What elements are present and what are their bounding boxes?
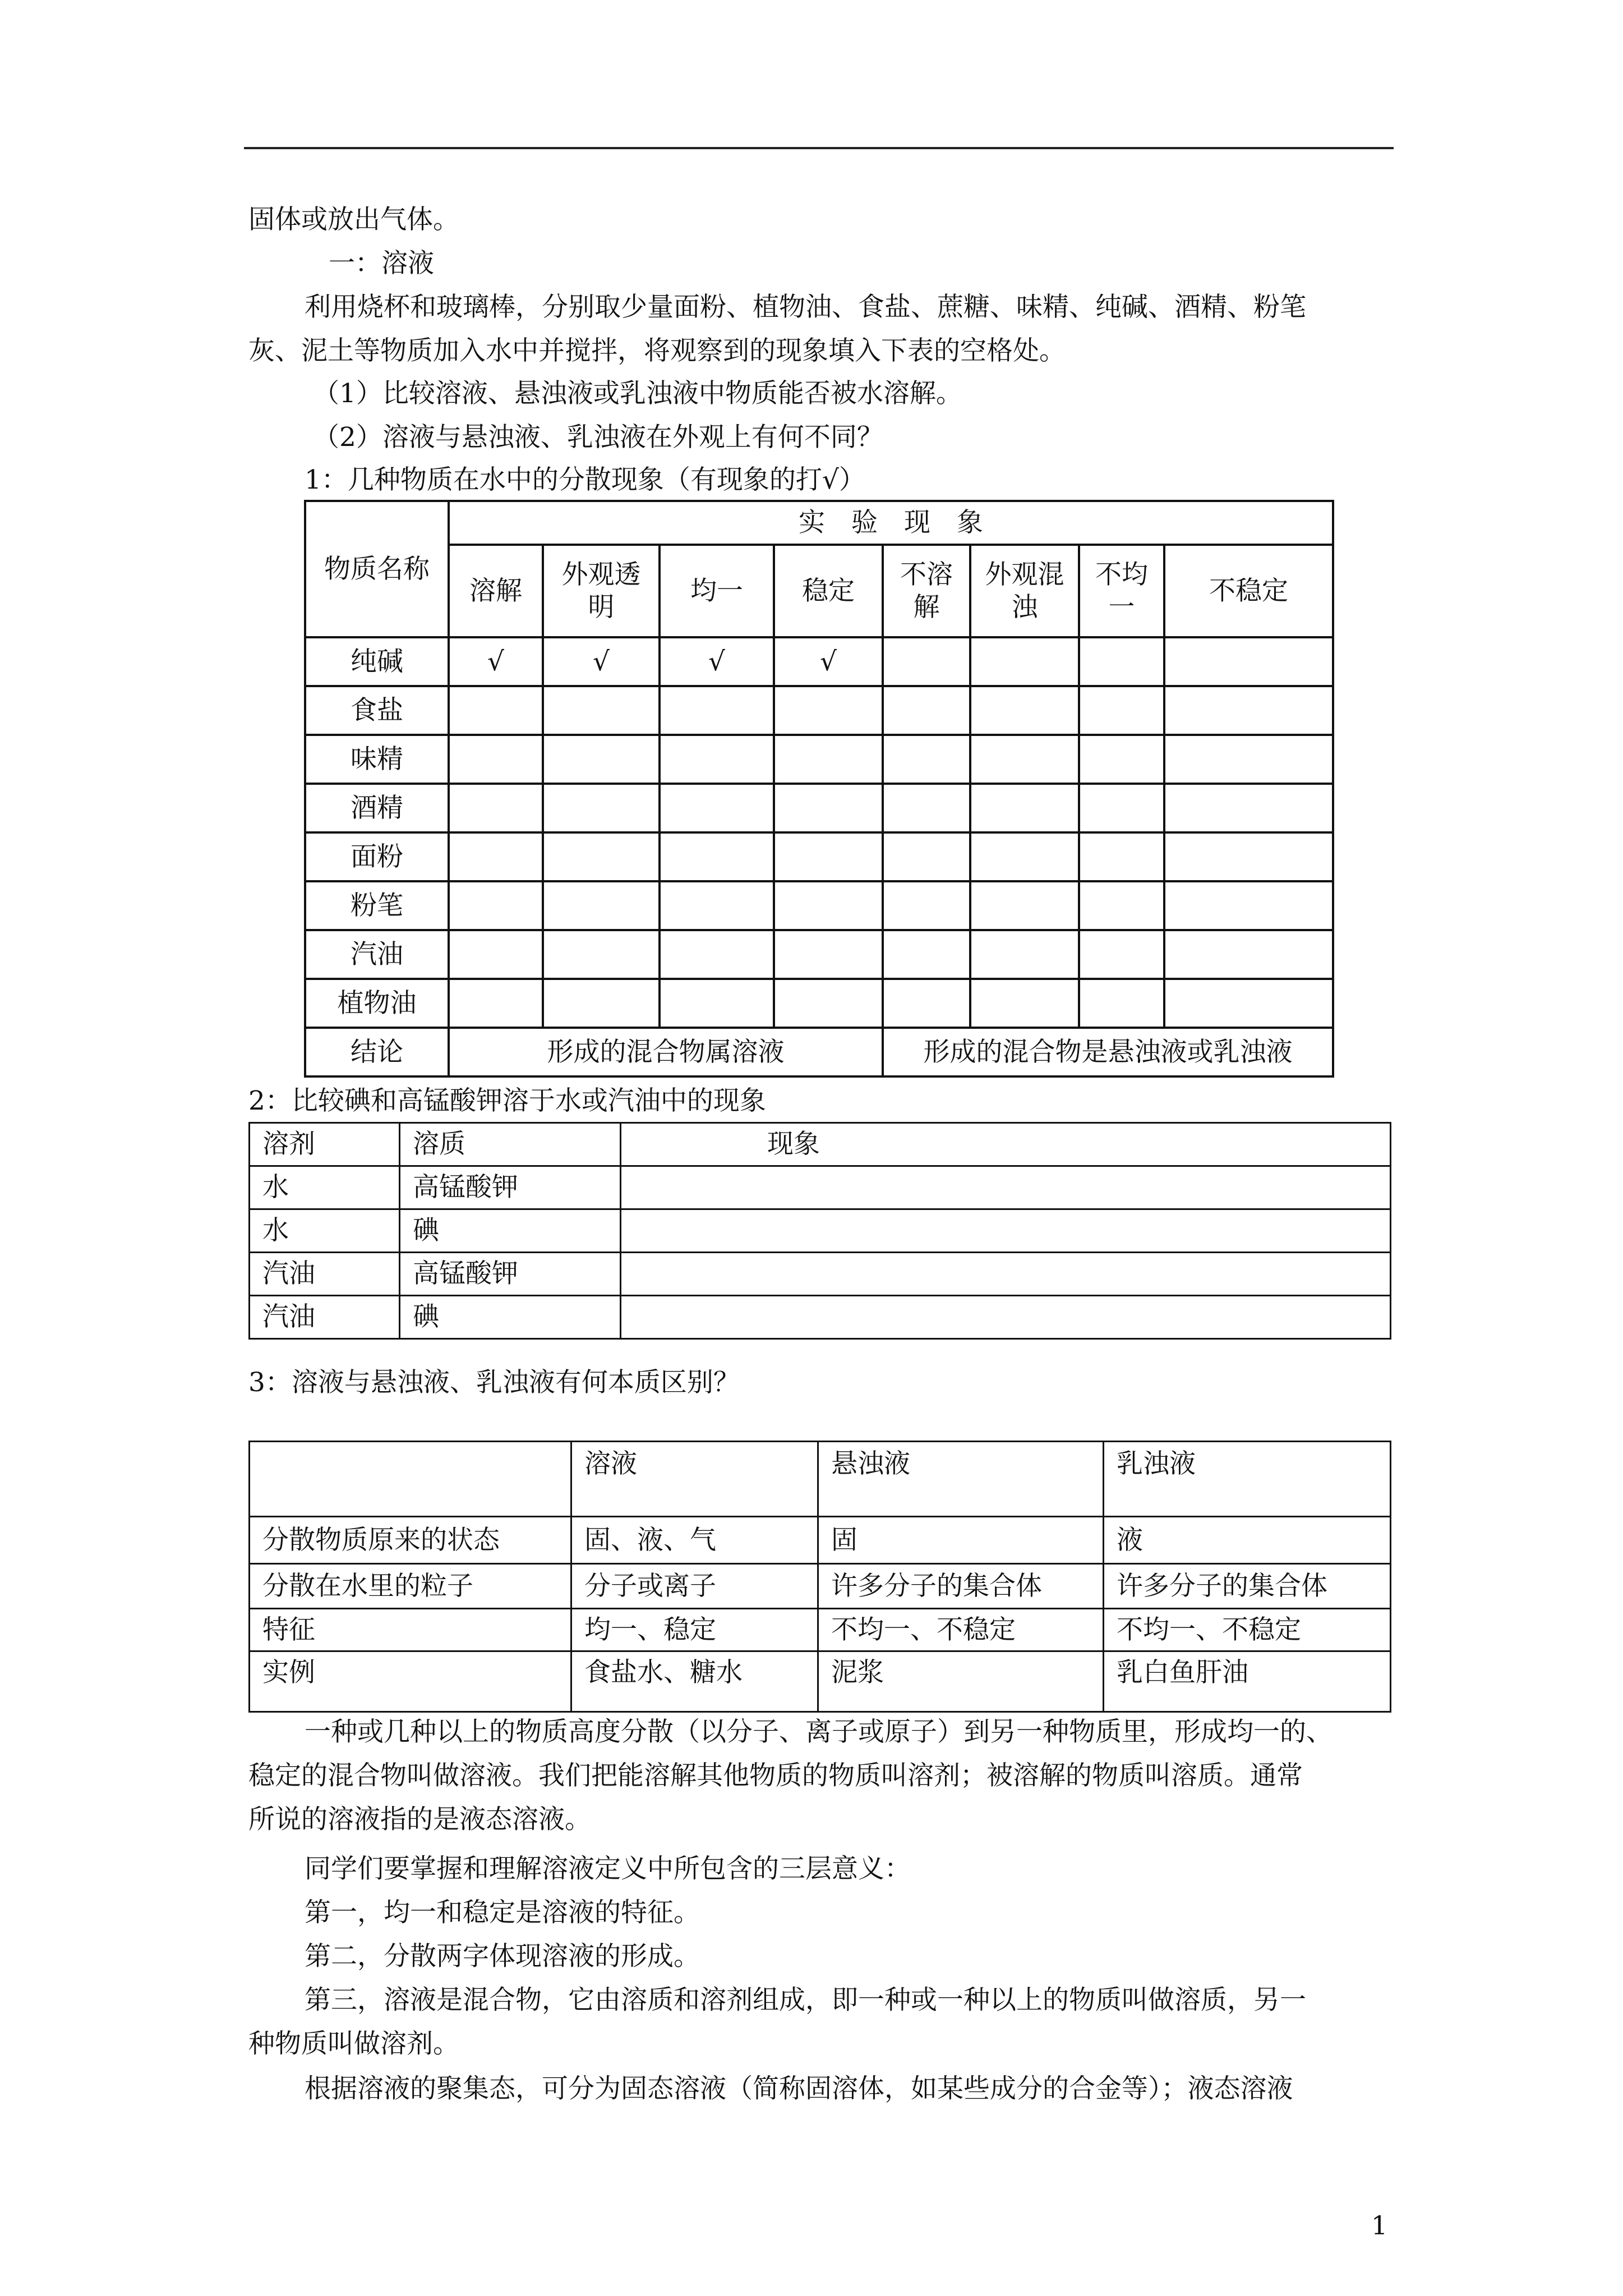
table1-cell [543,686,660,735]
table3-cell: 均一、稳定 [571,1609,818,1651]
table1-cell [543,735,660,784]
table3-cell: 不均一、不稳定 [818,1609,1104,1651]
table2-solvent: 汽油 [250,1296,400,1339]
table1-cell [774,979,883,1028]
table2-caption: 2：比较碘和高锰酸钾溶于水或汽油中的现象 [248,1085,766,1116]
table3-header: 溶液 [571,1442,818,1517]
header-rule [244,147,1394,149]
table3-row-label: 分散在水里的粒子 [250,1564,571,1609]
table1-cell [774,735,883,784]
table2-solute: 碘 [400,1296,621,1339]
table1-cell [449,979,543,1028]
table1-cell [883,930,970,979]
table1-col-header: 不溶 解 [883,545,970,637]
table1-caption: 1：几种物质在水中的分散现象（有现象的打√） [305,464,865,495]
table1-cell [449,881,543,930]
table1-col-header: 溶解 [449,545,543,637]
table1-cell [1079,930,1164,979]
table2-phenomenon [621,1253,1391,1296]
table3-cell: 液 [1104,1517,1391,1564]
table1-cell: √ [449,637,543,686]
table1-cell [1164,881,1333,930]
table2-solute: 高锰酸钾 [400,1166,621,1209]
table1-cell [883,735,970,784]
table3-cell: 固、液、气 [571,1517,818,1564]
table1-cell [660,979,774,1028]
table1-cell [449,832,543,881]
table1-cell [660,832,774,881]
text-line-4: 灰、泥土等物质加入水中并搅拌，将观察到的现象填入下表的空格处。 [248,335,1066,366]
solubility-comparison-table [248,1122,1391,1340]
table1-cell [543,784,660,832]
table3-row-label: 实例 [250,1651,571,1712]
table1-cell [970,930,1079,979]
table1-conclusion-label: 结论 [305,1028,449,1076]
table1-row-name: 味精 [305,735,449,784]
table2-phenomenon [621,1209,1391,1253]
table1-cell [1164,930,1333,979]
paragraph-line: 所说的溶液指的是液态溶液。 [248,1804,591,1835]
table1-cell [970,735,1079,784]
table1-row-name: 食盐 [305,686,449,735]
table1-cell: √ [660,637,774,686]
table1-cell [1164,784,1333,832]
table1-row-name: 酒精 [305,784,449,832]
table1-cell [660,686,774,735]
table1-cell [970,637,1079,686]
table1-col-header: 不稳定 [1164,545,1333,637]
table1-cell [1079,832,1164,881]
table1-cell [543,881,660,930]
table3-header: 悬浊液 [818,1442,1104,1517]
table1-cell: √ [774,637,883,686]
table2-solvent: 汽油 [250,1253,400,1296]
paragraph-line: 第三，溶液是混合物，它由溶质和溶剂组成，即一种或一种以上的物质叫做溶质，另一 [305,1985,1306,2016]
table1-cell [774,881,883,930]
paragraph-line: 稳定的混合物叫做溶液。我们把能溶解其他物质的物质叫溶剂；被溶解的物质叫溶质。通常 [248,1760,1303,1791]
table1-col-header: 稳定 [774,545,883,637]
table1-cell [449,784,543,832]
table2-header-solvent: 溶剂 [250,1123,400,1166]
table1-conclusion-right: 形成的混合物是悬浊液或乳浊液 [883,1028,1333,1076]
table1-cell [1079,881,1164,930]
table1-cell [543,979,660,1028]
table2-solute: 高锰酸钾 [400,1253,621,1296]
table1-cell [449,930,543,979]
table1-cell [1079,637,1164,686]
table1-cell: √ [543,637,660,686]
page-number: 1 [1371,2210,1388,2240]
table1-cell [774,686,883,735]
table2-solvent: 水 [250,1209,400,1253]
table2-solvent: 水 [250,1166,400,1209]
table2-header-phenomenon: 现象 [621,1123,1391,1166]
table1-cell [970,832,1079,881]
table1-cell [660,930,774,979]
table1-cell [970,881,1079,930]
table3-row-label: 特征 [250,1609,571,1651]
table1-cell [543,832,660,881]
table1-cell [883,637,970,686]
table3-header: 乳浊液 [1104,1442,1391,1517]
essential-difference-table [248,1441,1391,1713]
table3-cell: 固 [818,1517,1104,1564]
table1-cell [449,735,543,784]
table3-cell: 泥浆 [818,1651,1104,1712]
table1-cell [660,881,774,930]
table1-cell [1164,686,1333,735]
table1-cell [774,930,883,979]
table1-name-header: 物质名称 [305,501,449,637]
table2-solute: 碘 [400,1209,621,1253]
table3-caption: 3：溶液与悬浊液、乳浊液有何本质区别？ [248,1367,740,1398]
table1-col-header: 不均 一 [1079,545,1164,637]
table1-cell [883,832,970,881]
table1-col-header: 外观混 浊 [970,545,1079,637]
table3-cell: 乳白鱼肝油 [1104,1651,1391,1712]
table1-row-name: 面粉 [305,832,449,881]
table1-cell [1079,784,1164,832]
table3-cell: 食盐水、糖水 [571,1651,818,1712]
table1-cell [774,832,883,881]
table1-cell [660,735,774,784]
text-line-1: 固体或放出气体。 [248,204,459,235]
table1-col-header: 外观透 明 [543,545,660,637]
table1-row-name: 植物油 [305,979,449,1028]
table3-header-empty [250,1442,571,1517]
table1-cell [1164,735,1333,784]
table1-cell [1079,686,1164,735]
text-line-6: （2）溶液与悬浊液、乳浊液在外观上有何不同？ [313,422,883,453]
paragraph-line: 一种或几种以上的物质高度分散（以分子、离子或原子）到另一种物质里，形成均一的、 [305,1717,1332,1747]
table3-cell: 不均一、不稳定 [1104,1609,1391,1651]
paragraph-line: 第一，均一和稳定是溶液的特征。 [305,1897,700,1928]
table1-cell [449,686,543,735]
table3-cell: 分子或离子 [571,1564,818,1609]
table1-cell [1164,637,1333,686]
text-line-3: 利用烧杯和玻璃棒，分别取少量面粉、植物油、食盐、蔗糖、味精、纯碱、酒精、粉笔 [305,292,1306,323]
paragraph-line: 第二，分散两字体现溶液的形成。 [305,1941,700,1972]
table1-cell [970,979,1079,1028]
section-heading-solution: 一：溶液 [329,248,434,279]
dispersion-phenomena-table [304,500,1334,1078]
table1-cell [1079,979,1164,1028]
table1-row-name: 粉笔 [305,881,449,930]
table3-cell: 许多分子的集合体 [1104,1564,1391,1609]
table2-phenomenon [621,1296,1391,1339]
table1-row-name: 纯碱 [305,637,449,686]
table1-cell [1079,735,1164,784]
table1-cell [1164,832,1333,881]
table1-cell [774,784,883,832]
paragraph-line: 同学们要掌握和理解溶液定义中所包含的三层意义： [305,1853,911,1884]
table1-cell [970,686,1079,735]
table1-cell [883,784,970,832]
table2-phenomenon [621,1166,1391,1209]
text-line-5: （1）比较溶液、悬浊液或乳浊液中物质能否被水溶解。 [313,378,962,409]
table3-row-label: 分散物质原来的状态 [250,1517,571,1564]
table1-cell [883,686,970,735]
table3-cell: 许多分子的集合体 [818,1564,1104,1609]
table2-header-solute: 溶质 [400,1123,621,1166]
table1-cell [543,930,660,979]
table1-col-header: 均一 [660,545,774,637]
paragraph-line: 种物质叫做溶剂。 [248,2028,459,2059]
table1-cell [970,784,1079,832]
table1-group-header: 实 验 现 象 [449,501,1333,545]
table1-row-name: 汽油 [305,930,449,979]
table1-cell [660,784,774,832]
table1-conclusion-left: 形成的混合物属溶液 [449,1028,883,1076]
paragraph-line: 根据溶液的聚集态，可分为固态溶液（简称固溶体，如某些成分的合金等）；液态溶液 [305,2073,1293,2104]
table1-cell [883,881,970,930]
table1-cell [1164,979,1333,1028]
table1-cell [883,979,970,1028]
